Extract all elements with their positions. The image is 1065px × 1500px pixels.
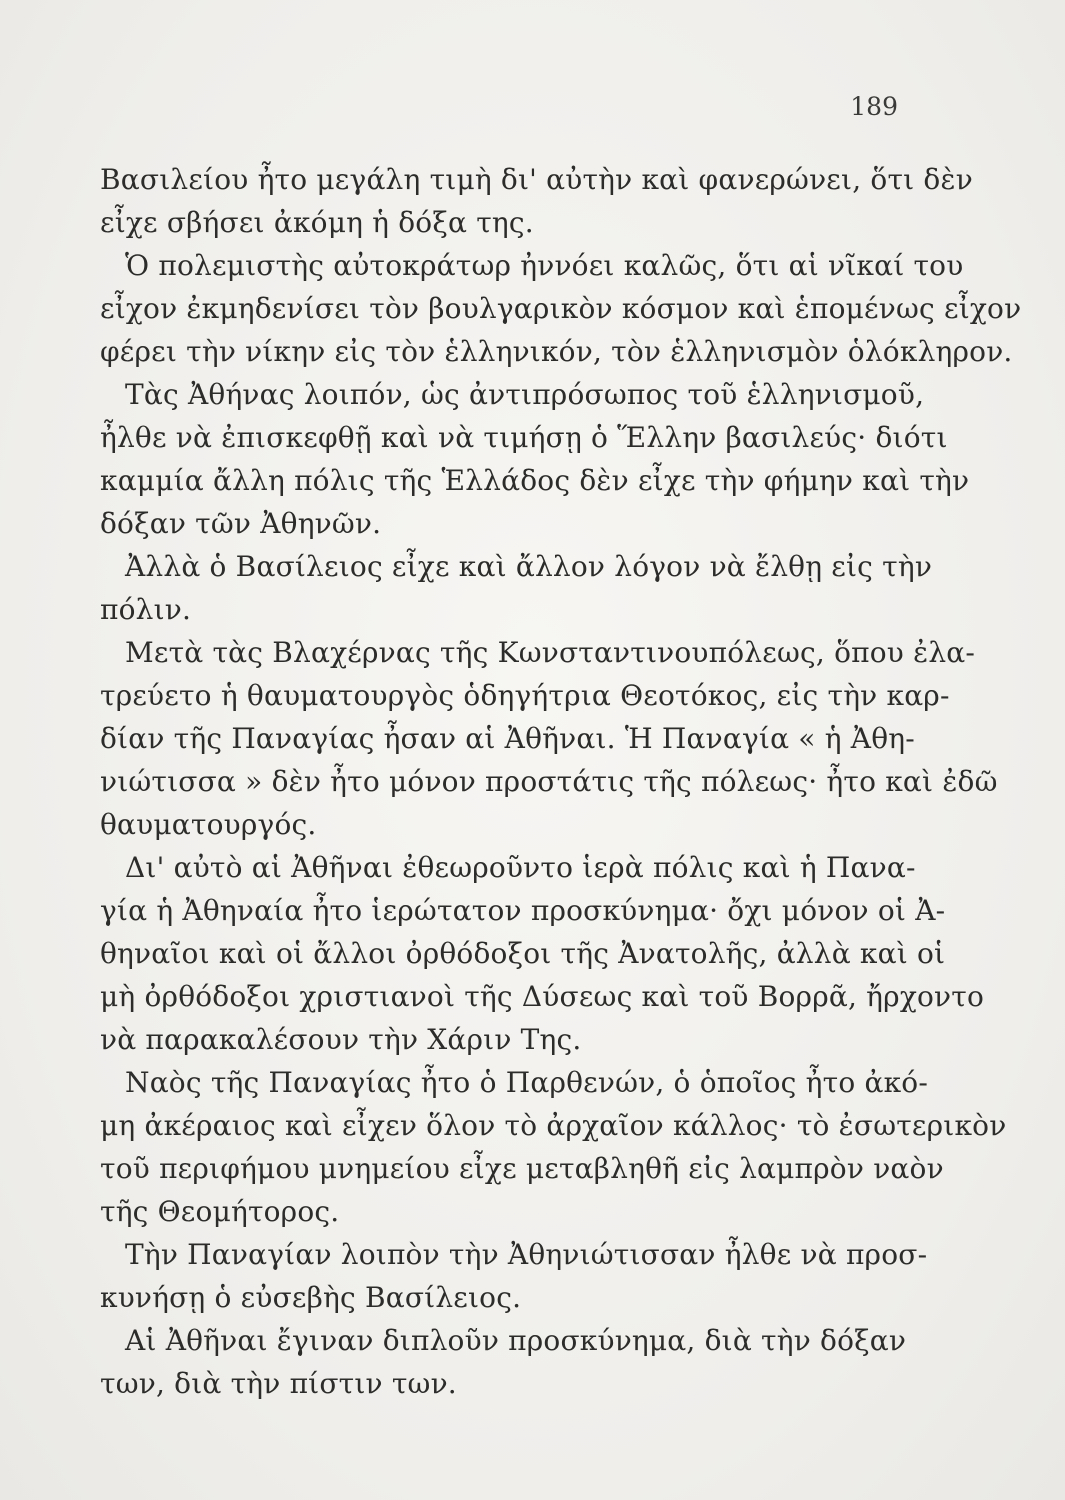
text-line: γία ἡ Ἀθηναία ἦτο ἱερώτατον προσκύνημα· ὄχι μόνον οἱ Ἀ- <box>100 894 946 927</box>
text-line: θαυματουργός. <box>100 808 317 841</box>
text-line: Ἀλλὰ ὁ Βασίλειος εἶχε καὶ ἄλλον λόγον νὰ ἔλθῃ εἰς τὴν <box>125 550 933 583</box>
text-line: καμμία ἄλλη πόλις τῆς Ἑλλάδος δὲν εἶχε τὴν φήμην καὶ τὴν <box>100 464 970 497</box>
text-line: δίαν τῆς Παναγίας ἦσαν αἱ Ἀθῆναι. Ἡ Παναγία « ἡ Ἀθη- <box>100 722 915 755</box>
text-line: εἶχον ἐκμηδενίσει τὸν βουλγαρικὸν κόσμον καὶ ἑπομένως εἶχον <box>100 292 1022 325</box>
text-line: Ναὸς τῆς Παναγίας ἦτο ὁ Παρθενών, ὁ ὁποῖος ἦτο ἀκό- <box>125 1066 929 1099</box>
text-line: Αἱ Ἀθῆναι ἔγιναν διπλοῦν προσκύνημα, διὰ τὴν δόξαν <box>125 1324 907 1357</box>
text-line: τῆς Θεομήτορος. <box>100 1195 340 1228</box>
page-number: 189 <box>850 92 898 121</box>
text-line: εἶχε σβήσει ἀκόμη ἡ δόξα της. <box>100 206 534 239</box>
text-line: Δι' αὐτὸ αἱ Ἀθῆναι ἐθεωροῦντο ἱερὰ πόλις καὶ ἡ Πανα- <box>125 851 916 884</box>
text-line: τοῦ περιφήμου μνημείου εἶχε μεταβληθῆ εἰς λαμπρὸν ναὸν <box>100 1152 944 1185</box>
text-line: ἦλθε νὰ ἐπισκεφθῇ καὶ νὰ τιμήσῃ ὁ Ἕλλην βασιλεύς· διότι <box>100 421 948 454</box>
text-line: Βασιλείου ἦτο μεγάλη τιμὴ δι' αὐτὴν καὶ φανερώνει, ὅτι δὲν <box>100 163 973 196</box>
text-line: πόλιν. <box>100 593 192 626</box>
text-line: Μετὰ τὰς Βλαχέρνας τῆς Κωνσταντινουπόλεως, ὅπου ἐλα- <box>125 636 976 669</box>
text-line: μὴ ὀρθόδοξοι χριστιανοὶ τῆς Δύσεως καὶ τοῦ Βορρᾶ, ἤρχοντο <box>100 980 985 1013</box>
text-line: θηναῖοι καὶ οἱ ἄλλοι ὀρθόδοξοι τῆς Ἀνατολῆς, ἀλλὰ καὶ οἱ <box>100 937 946 970</box>
text-line: φέρει τὴν νίκην εἰς τὸν ἑλληνικόν, τὸν ἑλληνισμὸν ὁλόκληρον. <box>100 335 1013 368</box>
text-line: των, διὰ τὴν πίστιν των. <box>100 1367 457 1400</box>
text-line: νιώτισσα » δὲν ἦτο μόνον προστάτις τῆς πόλεως· ἦτο καὶ ἐδῶ <box>100 765 998 798</box>
text-line: τρεύετο ἡ θαυματουργὸς ὁδηγήτρια Θεοτόκος, εἰς τὴν καρ- <box>100 679 950 712</box>
text-line: Ὁ πολεμιστὴς αὐτοκράτωρ ἠννόει καλῶς, ὅτι αἱ νῖκαί του <box>125 249 964 282</box>
text-line: Τὰς Ἀθήνας λοιπόν, ὡς ἀντιπρόσωπος τοῦ ἑλληνισμοῦ, <box>125 378 925 411</box>
text-line: δόξαν τῶν Ἀθηνῶν. <box>100 507 382 540</box>
text-line: νὰ παρακαλέσουν τὴν Χάριν Της. <box>100 1023 582 1056</box>
text-line: κυνήσῃ ὁ εὐσεβὴς Βασίλειος. <box>100 1281 522 1314</box>
text-line: μη ἀκέραιος καὶ εἶχεν ὅλον τὸ ἀρχαῖον κάλλος· τὸ ἐσωτερικὸν <box>100 1109 1007 1142</box>
text-line: Τὴν Παναγίαν λοιπὸν τὴν Ἀθηνιώτισσαν ἦλθε νὰ προσ- <box>125 1238 928 1271</box>
